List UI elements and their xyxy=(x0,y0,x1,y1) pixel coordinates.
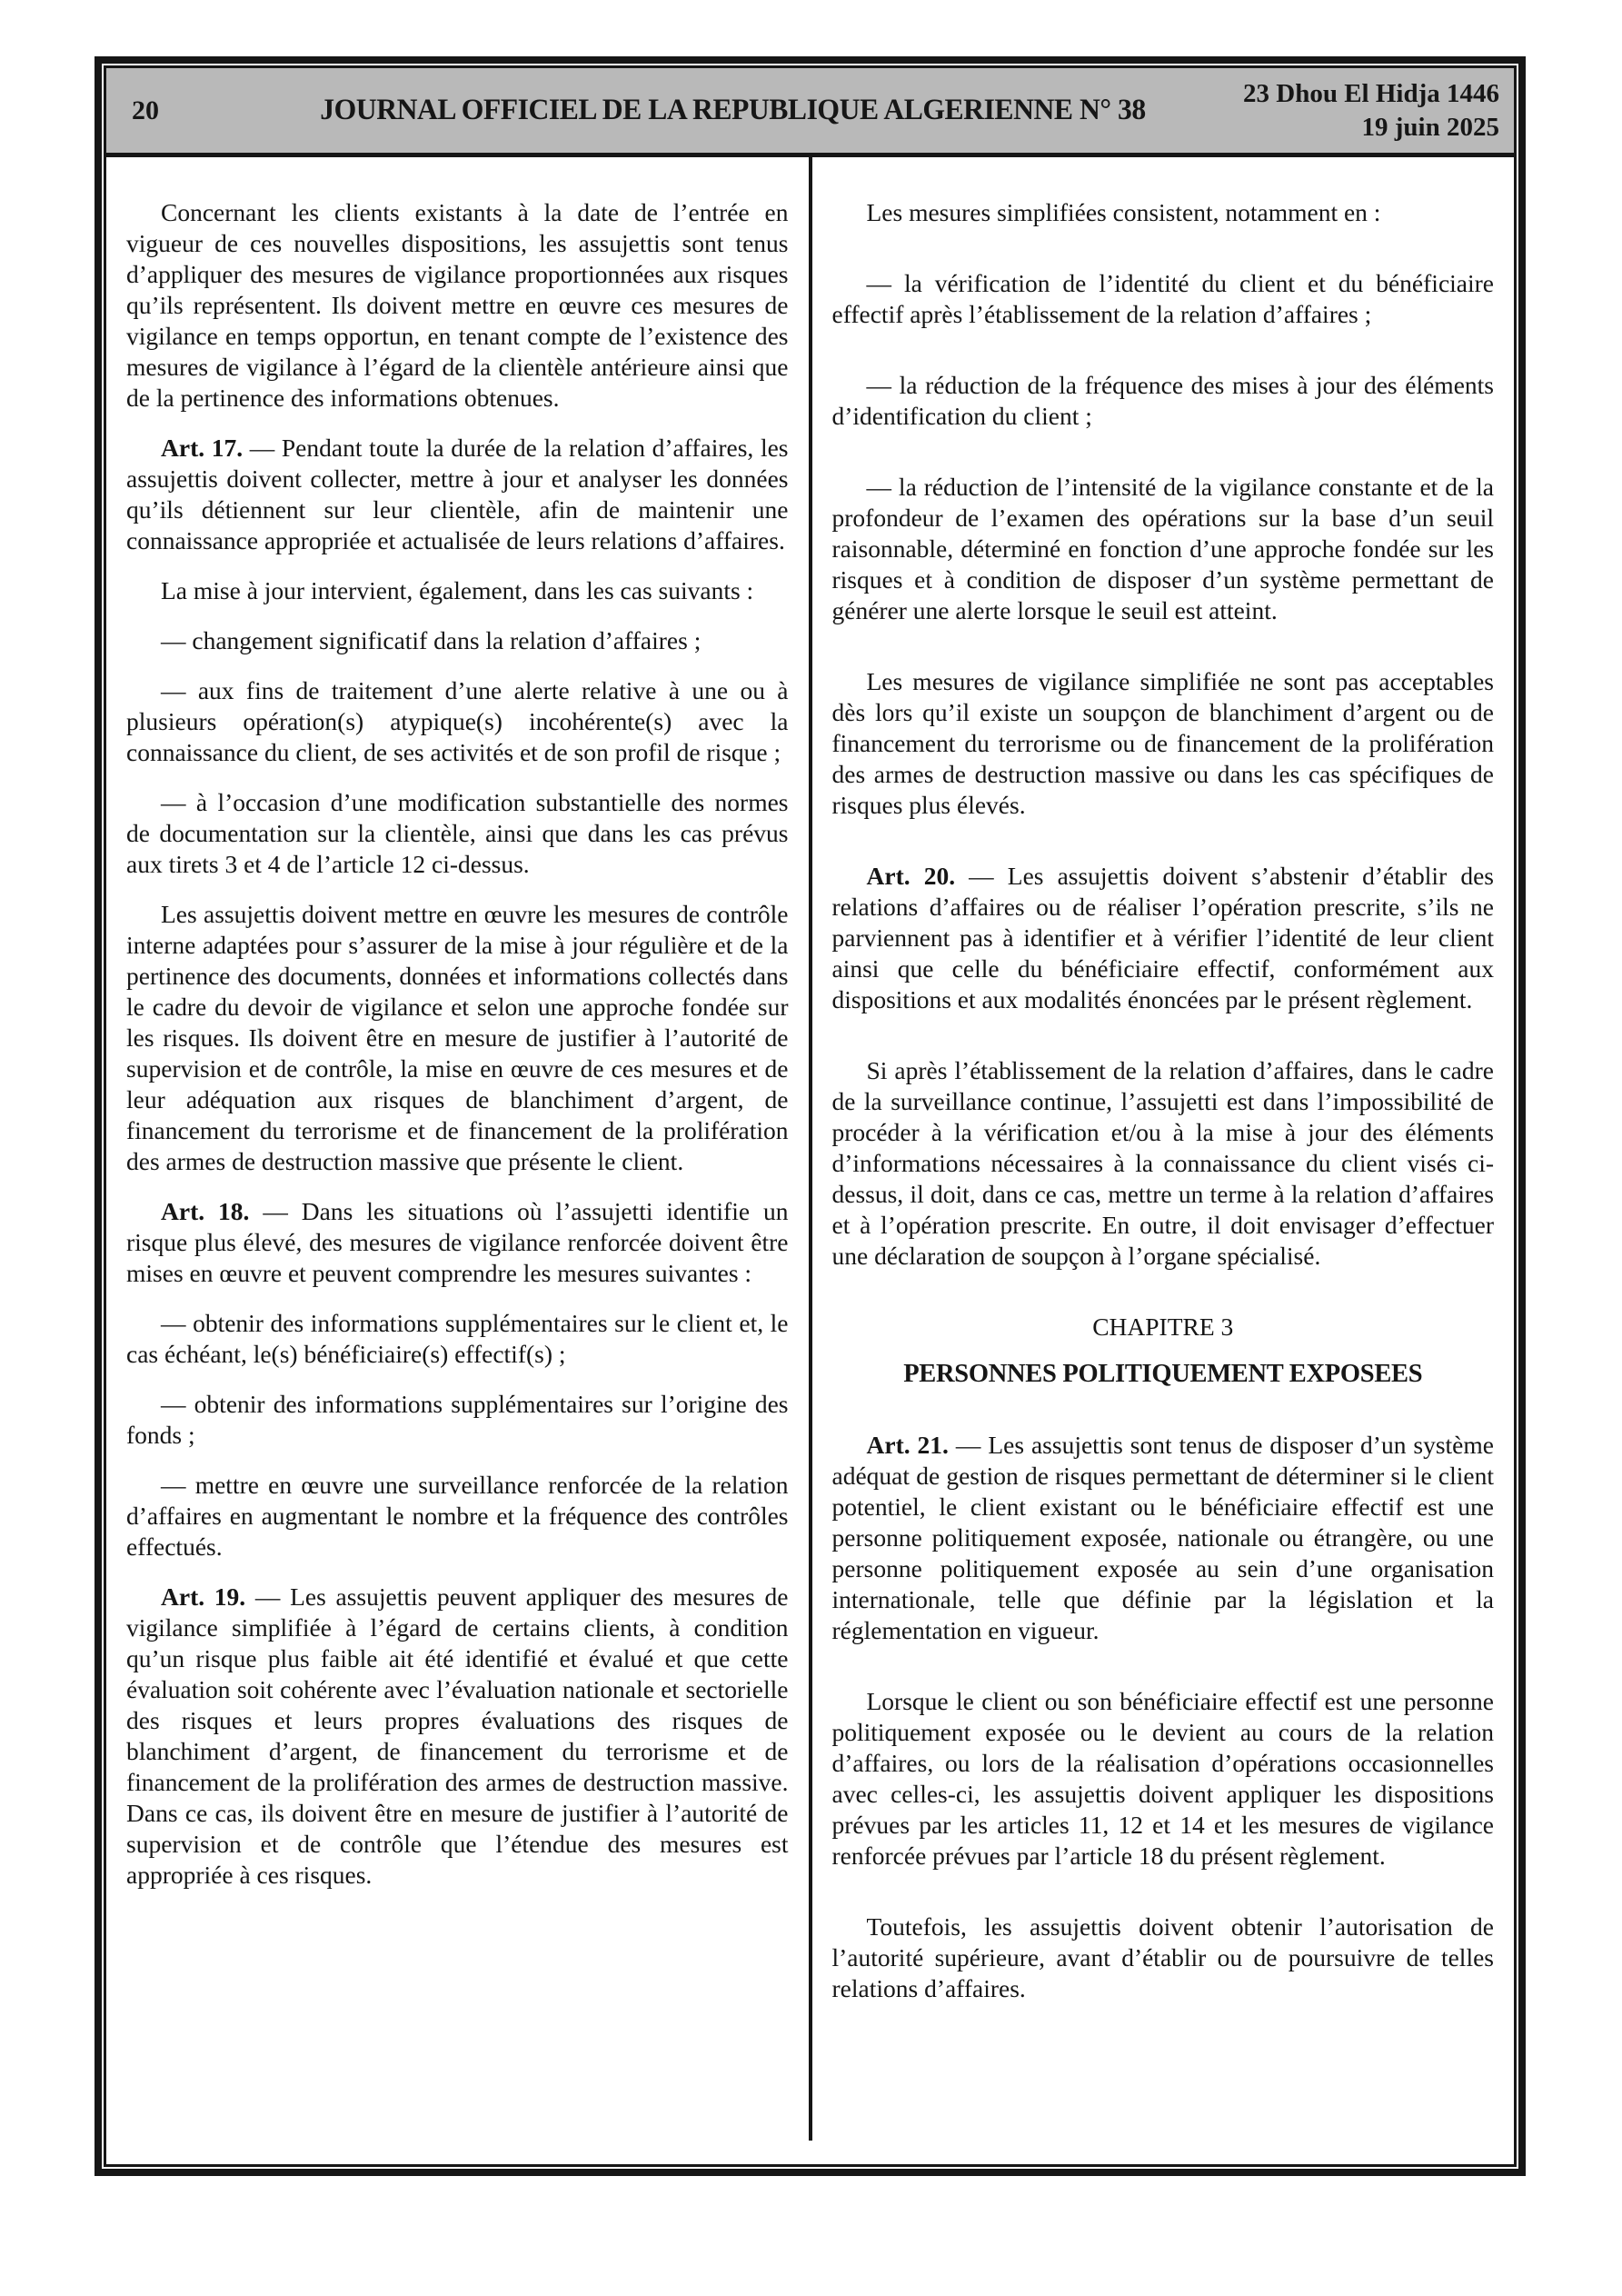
body-paragraph: Lorsque le client ou son bénéficiaire effectif est une personne politiquement exposée ou le devient au cours de la relation d’affaires, ou lors de la réalisation d’opérations occasionnelles avec celles-ci, les assujettis doivent appliquer les dispositions prévues par les articles 11, 12 et 14 et les mesures de vigilance renforcée prévues par l’article 18 du présent règlement. xyxy=(831,1687,1494,1870)
body-paragraph: Les mesures de vigilance simplifiée ne sont pas acceptables dès lors qu’il existe un soupçon de blanchiment d’argent ou de financement du terrorisme ou de financement de la prolifération des armes de destruction massive ou dans les cas spécifiques de risques plus élevés. xyxy=(831,667,1494,819)
chapter-label: CHAPITRE 3 xyxy=(1092,1313,1234,1341)
page-number: 20 xyxy=(132,95,159,125)
dash-item: — à l’occasion d’une modification substantielle des normes de documentation sur la clientèle, ainsi que dans les cas prévus aux tirets 3 et 4 de l’article 12 ci-dessus. xyxy=(126,788,789,878)
body-paragraph: Les assujettis doivent mettre en œuvre les mesures de contrôle interne adaptées pour s’assurer de la mise à jour régulière et de la pertinence des documents, données et informations collectés dans le cadre du devoir de vigilance et selon une approche fondée sur les risques. Ils doivent être en mesure de justifier à l’autorité de supervision et de contrôle, la mise en œuvre de ces mesures et de leur adéquation aux risques de blanchiment d’argent, de financement du terrorisme et de financement de la prolifération des armes de destruction massive que présente le client. xyxy=(126,900,789,1175)
page-inner-frame xyxy=(104,65,1517,2167)
date-gregorian: 19 juin 2025 xyxy=(1361,112,1499,142)
body-paragraph: Toutefois, les assujettis doivent obtenir l’autorisation de l’autorité supérieure, avant d’établir ou de poursuivre de telles relations d’affaires. xyxy=(831,1912,1494,2002)
dash-item: — aux fins de traitement d’une alerte relative à une ou à plusieurs opération(s) atypique(s) incohérente(s) avec la connaissance du client, de ses activités et de son profil de risque ; xyxy=(126,676,789,766)
article-number: Art. 19. xyxy=(161,1582,246,1611)
article-paragraph: Art. 19. — Les assujettis peuvent appliquer des mesures de vigilance simplifiée à l’égard de certains clients, à condition qu’un risque plus faible ait été identifié et évalué et que cette évaluation soit cohérente avec l’évaluation nationale et sectorielle des risques et leurs propres évaluations des risques de blanchiment d’argent, de financement du terrorisme et de financement de la prolifération des armes de destruction massive. Dans ce cas, ils doivent être en mesure de justifier à l’autorité de supervision et de contrôle que l’étendue des mesures est appropriée à ces risques. xyxy=(126,1582,789,1889)
section-heading: PERSONNES POLITIQUEMENT EXPOSEES xyxy=(903,1360,1423,1388)
right-column xyxy=(812,157,1515,2141)
body-paragraph: La mise à jour intervient, également, dans les cas suivants : xyxy=(161,576,754,604)
dash-item: — la réduction de l’intensité de la vigilance constante et de la profondeur de l’examen des opérations sur la base d’un seuil raisonnable, déterminé en fonction d’une approche fondée sur les risques et à condition de disposer d’un système permettant de générer une alerte lorsque le seuil est atteint. xyxy=(831,473,1494,624)
article-number: Art. 18. xyxy=(161,1197,250,1225)
article-paragraph: Art. 17. — Pendant toute la durée de la relation d’affaires, les assujettis doivent collecter, mettre à jour et analyser les données qu’ils détiennent sur leur clientèle, afin de maintenir une connaissance appropriée et actualisée de leurs relations d’affaires. xyxy=(126,434,789,554)
journal-title: JOURNAL OFFICIEL DE LA REPUBLIQUE ALGERIENNE N° 38 xyxy=(320,94,1146,126)
body-paragraph: Les mesures simplifiées consistent, notamment en : xyxy=(866,198,1381,226)
dash-item: — obtenir des informations supplémentaires sur l’origine des fonds ; xyxy=(126,1390,789,1449)
article-paragraph: Art. 20. — Les assujettis doivent s’abstenir d’établir des relations d’affaires ou de réaliser l’opération prescrite, s’ils ne parviennent pas à identifier et à vérifier l’identité de leur client ainsi que celle du bénéficiaire effectif, conformément aux dispositions et aux modalités énoncées par le présent règlement. xyxy=(831,862,1494,1013)
article-paragraph: Art. 18. — Dans les situations où l’assujetti identifie un risque plus élevé, des mesures de vigilance renforcée doivent être mises en œuvre et peuvent comprendre les mesures suivantes : xyxy=(126,1197,789,1287)
left-column xyxy=(106,157,809,2141)
article-number: Art. 17. xyxy=(161,434,244,462)
article-number: Art. 20. xyxy=(866,862,956,890)
dash-item: — obtenir des informations supplémentaires sur le client et, le cas échéant, le(s) bénéficiaire(s) effectif(s) ; xyxy=(126,1309,789,1368)
page-outer-frame xyxy=(95,56,1526,2176)
dash-item: — la réduction de la fréquence des mises à jour des éléments d’identification du client ; xyxy=(831,371,1494,430)
dash-item: — mettre en œuvre une surveillance renforcée de la relation d’affaires en augmentant le nombre et la fréquence des contrôles effectués. xyxy=(126,1471,789,1561)
body-paragraph: Si après l’établissement de la relation d’affaires, dans le cadre de la surveillance continue, l’assujetti est dans l’impossibilité de procéder à la vérification et/ou à la mise à jour des éléments d’informations nécessaires à la connaissance du client visés ci-dessus, il doit, dans ce cas, mettre un terme à la relation d’affaires et à l’opération prescrite. En outre, il doit envisager d’effectuer une déclaration de soupçon à l’organe spécialisé. xyxy=(831,1056,1494,1270)
article-paragraph: Art. 21. — Les assujettis sont tenus de disposer d’un système adéquat de gestion de risques permettant de déterminer si le client potentiel, le client existant ou le bénéficiaire effectif est une personne politiquement exposée, nationale ou étrangère, ou une personne politiquement exposée au sein d’une organisation internationale, telle que définie par la législation et la réglementation en vigueur. xyxy=(831,1431,1494,1644)
date-hijri: 23 Dhou El Hidja 1446 xyxy=(1243,78,1499,108)
body-paragraph: Concernant les clients existants à la date de l’entrée en vigueur de ces nouvelles dispositions, les assujettis sont tenus d’appliquer des mesures de vigilance proportionnées aux risques qu’ils représentent. Ils doivent mettre en œuvre ces mesures de vigilance en temps opportun, en tenant compte de l’existence des mesures de vigilance à l’égard de la clientèle antérieure ainsi que de la pertinence des informations obtenues. xyxy=(126,198,789,412)
dash-item: — changement significatif dans la relation d’affaires ; xyxy=(161,626,702,654)
dash-item: — la vérification de l’identité du client et du bénéficiaire effectif après l’établissement de la relation d’affaires ; xyxy=(831,269,1494,328)
text-columns xyxy=(106,157,1514,2164)
article-number: Art. 21. xyxy=(866,1431,949,1459)
masthead-dates xyxy=(1223,77,1514,145)
masthead xyxy=(106,68,1514,157)
